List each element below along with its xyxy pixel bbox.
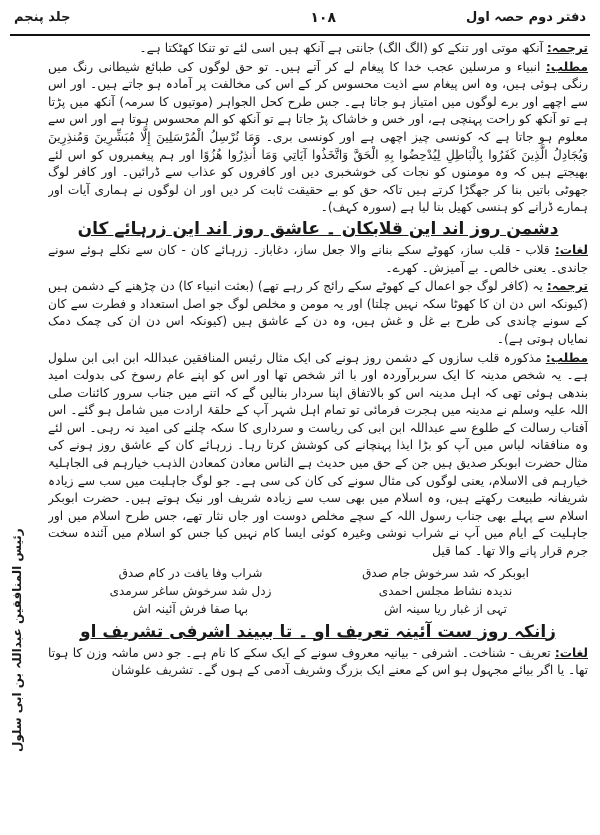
lughat-text: قلاب - قلب ساز، کھوٹے سکے بنانے والا جعل ساز، دغاباز۔ زرہائے کان - کان سے نکلے ہوئے سونے جاندی۔ یعنی خالص۔ بے آمیزش۔ کھرے۔ [48, 242, 588, 275]
translation-paragraph [48, 278, 588, 348]
lughat-label: لغات: [554, 645, 588, 660]
translation-paragraph [48, 40, 588, 58]
poem-line: بہا صفا فرش آئینہ اش [132, 601, 249, 616]
matlab-label: مطلب: [545, 59, 588, 74]
poem-line: شراب وفا یافت در کام صدق [118, 565, 263, 580]
page-number: ۱۰۸ [310, 10, 336, 26]
lughat-paragraph [48, 645, 588, 680]
matlab-text: انبیاء و مرسلین عجب خدا کا پیغام لے کر آتے ہیں۔ تو حق لوگوں کی طبائع شیطانی رنگ میں رنگی ہوئی ہیں، وہ اس پیغام سے اذیت محسوس کر کے اس کی مخالفت پر آمادہ ہو جاتے ہیں۔ اور اس سے اچھے اور برے لوگوں میں امتیاز ہو جاتا ہے۔ جس طرح کحل الجواہر (موتیوں کا سرمہ) آنکھ میں پڑتا ہے تو آنکھ کو راحت پہنچی ہے، اور خس و خاشاک پڑ جاتا ہے تو آنکھ کو الم محسوس ہوتا ہے اور اس سے معلوم ہو جاتا ہے کہ کونسی چیز اچھی ہے اور کونسی بری۔ وَمَا نُرْسِلُ الْمُرْسَلِينَ إِلَّا مُبَشِّرِينَ وَمُنذِرِينَ وَيُجَادِلُ الَّذِينَ كَفَرُوا بِالْبَاطِلِ لِيُدْحِضُوا بِهِ الْحَقَّ وَاتَّخَذُوا آيَاتِي وَمَا أُنذِرُوا هُزُوًا اور ہم پیغمبروں کو اس لئے بھیجتے ہیں کہ وہ مومنوں کو نجات کی خوشخبری دیں اور کافروں کو عذاب سے ڈرائیں۔ اور کافر لوگ جھوٹی باتیں بنا کر جھگڑا کرتے ہیں تاکہ حق کو بے حقیقت ثابت کر دیں اور ان لوگوں نے ہماری آیات اور ہمارے ڈرانے کو ہنسی کھیل بنا لیا ہے (سورہ کہف)۔ [48, 59, 588, 215]
translation-text: یہ (کافر لوگ جو اعمال کے کھوٹے سکے رائج کر رہے تھے) (بعثت انبیاء کا) دن چڑھنے کے دشمن ہیں (کیونکہ اس دن ان کا کھوٹا سکہ نہیں چلتا) اور یہ مومن و مخلص لوگ جو اصل استعداد و فطرت سے کان کے سونے چاندی کی طرح بے غل و غش ہیں، وہ دن کے عاشق ہیں (کیونکہ اس دن ان کی چمک دمک نمایاں ہوتی ہے)۔ [48, 279, 588, 346]
lughat-paragraph [48, 242, 588, 277]
poem-line: ندیدہ نشاط مجلس احمدی [378, 583, 513, 598]
persian-verse: زانکہ روز ست آئینہ تعریف او ۔ تا ببیند اشرفی تشریف او [80, 621, 556, 642]
translation-text: آنکھ موتی اور تنکے کو (الگ الگ) جانتی ہے آنکھ ہیں اسی لئے تو تنکا کھٹکتا ہے۔ [139, 41, 543, 55]
lughat-label: لغات: [554, 242, 588, 257]
lughat-text: تعریف - شناخت۔ اشرفی - بیانیہ معروف سونے کے ایک سکے کا نام ہے۔ جو دس ماشہ وزن کا ہوتا تھا۔ یا اگر بیائے مجہول ہو اس کے معنے ایک بزرگ وشریف آدمی کے ہوں گے۔ تشریف علوشان [48, 645, 588, 678]
page-body [48, 40, 588, 829]
translation-label: ترجمہ: [546, 41, 588, 55]
margin-note: رئیس المنافقین عبداللہ بن ابی سلول [10, 528, 24, 752]
poem-line: ابوبکر کہ شد سرخوش جام صدق [362, 565, 529, 580]
translation-label: ترجمہ: [546, 279, 588, 294]
header-volume: جلد پنجم [14, 10, 71, 25]
poem-line: زدل شد سرخوش ساغر سرمدی [109, 583, 272, 598]
header-rule [10, 34, 590, 36]
page-header [14, 6, 586, 32]
poem-block [78, 564, 558, 618]
matlab-paragraph [48, 350, 588, 561]
matlab-label: مطلب: [545, 350, 588, 365]
header-section-title: دفتر دوم حصہ اول [465, 10, 586, 25]
matlab-text: مذکورہ قلب سازوں کے دشمن روز ہونے کی ایک مثال رئیس المنافقین عبداللہ ابن ابی ابن سلول ہے۔ یہ شخص مدینہ کا ایک سربرآوردہ اور با اثر شخص تھا اور اس کو اپنے عام رسوخ کی بدولت امید بندھی ہوئی تھی کہ اہل مدینہ اس کو بالاتفاق اپنا سردار بنالیں گے کہ اتنے میں جناب سرور کائنات صلی اللہ علیہ وسلم نے مدینہ میں ہجرت فرمائی تو تمام اہل شہر آپ کے حلقۂ ارادت میں شامل ہو گئے۔ اس آفتاب رسالت کے طلوع سے عبداللہ ابن ابی کی ریاست و سرداری کا سکہ چلنے کی امید نہ رہی۔ اس لئے وہ منافقانہ لباس میں آپ کو بڑا ایذا پہنچانے کی کوشش کرتا رہا۔ زرہائے کان کے عاشق روز ہونے کی مثال حضرت ابوبکر صدیق ہیں جن کے حق میں حدیث ہے الناس معادن کمعادن الذہب خیارہم فی الجاہلیۃ خیارہم فی الاسلام، یعنی لوگوں کی مثال سونے کی کان کی سی ہے۔ جو لوگ جاہلیت میں سب سے زیادہ شریفانہ طبیعت رکھتے ہیں، وہ اسلام میں بھی سب سے زیادہ شریف اور نیک ہوتے ہیں۔ حضرت ابوبکر اسلام سے پہلے بھی جناب رسول اللہ کے سچے مخلص دوست اور جاں نثار تھے، جس طرح اسلام میں اور جاہلیت کے ایام میں آپ نے شراب نوشی وغیرہ کوئی ایسا کام نہیں کیا جس کو اسلام میں آئندہ سخت جرم قرار پانے والا تھا۔ کما قیل [48, 350, 588, 559]
persian-verse: دشمن روز اند این قلابکان ۔ عاشق روز اند این زرہائے کان [77, 218, 559, 239]
poem-line: تہی از غبار ریا سینہ اش [383, 601, 508, 616]
matlab-paragraph [48, 59, 588, 217]
